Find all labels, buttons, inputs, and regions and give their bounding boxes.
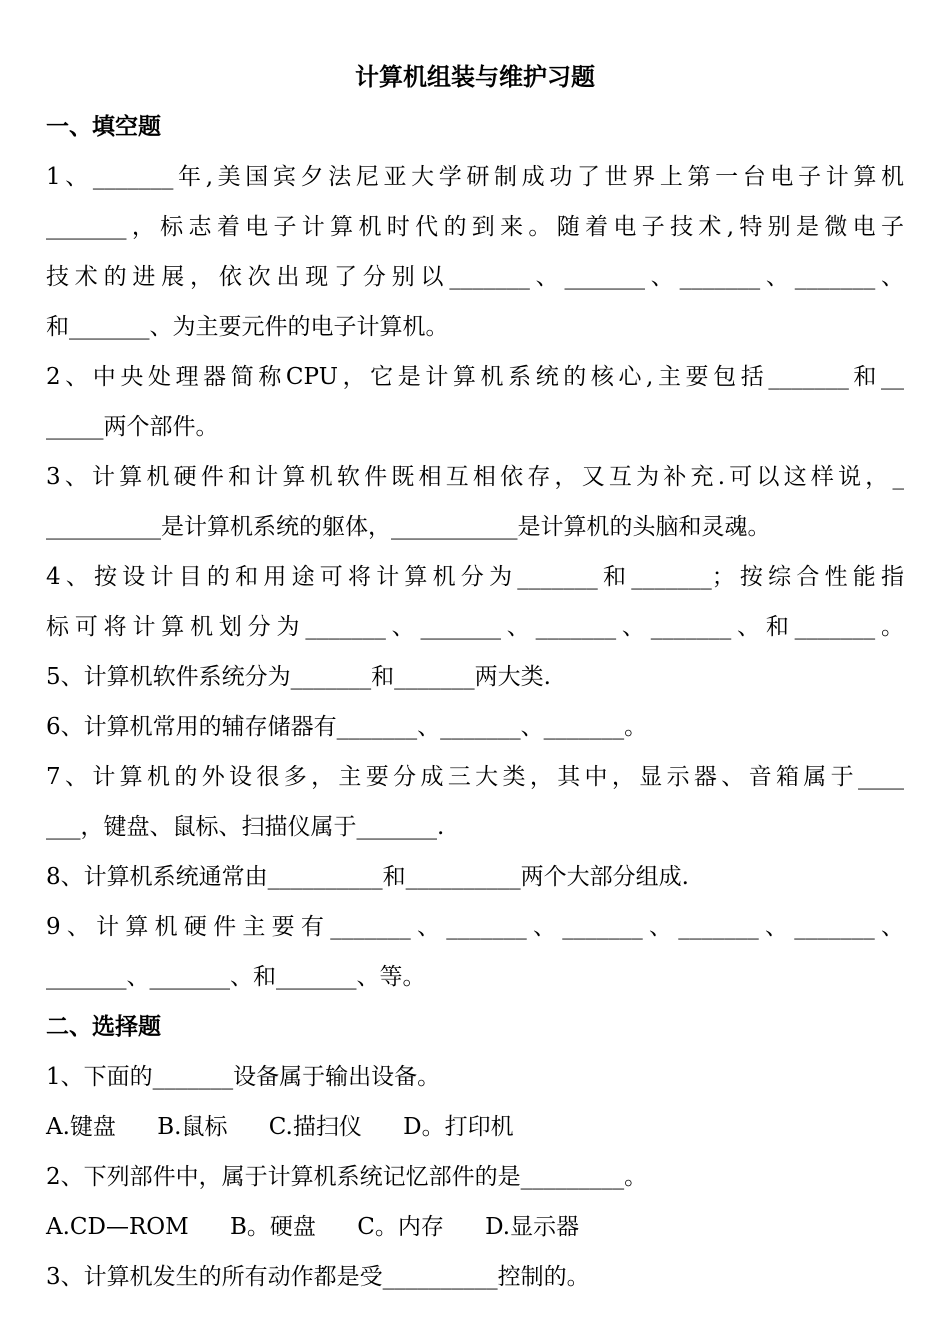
question-line: 8、计算机系统通常由__________和__________两个大部分组成. xyxy=(46,864,689,890)
option-d: D。打印机 xyxy=(403,1114,514,1140)
question-line: 5、计算机软件系统分为_______和_______两大类. xyxy=(46,664,551,690)
question-line: _______，标志着电子计算机时代的到来。随着电子技术,特别是微电子 xyxy=(46,214,904,240)
choice-question-1: 1、下面的_______设备属于输出设备。 xyxy=(46,1064,441,1090)
option-b: B。硬盘 xyxy=(230,1214,316,1240)
question-line: ___，键盘、鼠标、扫描仪属于_______. xyxy=(46,814,445,840)
choice-options-1 xyxy=(46,1102,904,1152)
question-line: _______、_______、和_______、等。 xyxy=(46,964,426,990)
question-line: 和_______、为主要元件的电子计算机。 xyxy=(46,314,449,340)
question-line: 4、按设计目的和用途可将计算机分为_______和_______；按综合性能指 xyxy=(46,564,904,590)
question-line: 技术的进展，依次出现了分别以_______、_______、_______、_______、 xyxy=(46,264,904,290)
option-b: B.鼠标 xyxy=(157,1114,228,1140)
choice-options-2 xyxy=(46,1202,904,1252)
question-line: 3、计算机硬件和计算机软件既相互相依存，又互为补充.可以这样说，_ xyxy=(46,464,904,490)
question-line: 2、中央处理器简称CPU，它是计算机系统的核心,主要包括_______和__ xyxy=(46,364,904,390)
document-title: 计算机组装与维护习题 xyxy=(355,63,595,91)
option-c: C。内存 xyxy=(357,1214,444,1240)
question-line: __________是计算机系统的躯体，___________是计算机的头脑和灵魂。 xyxy=(46,514,771,540)
option-a: A.键盘 xyxy=(46,1114,116,1140)
question-line: 6、计算机常用的辅存储器有_______、_______、_______。 xyxy=(46,714,648,740)
option-c: C.描扫仪 xyxy=(268,1114,362,1140)
choice-question-2: 2、下列部件中，属于计算机系统记忆部件的是_________。 xyxy=(46,1164,648,1190)
question-line: _____两个部件。 xyxy=(46,414,219,440)
option-a: A.CD—ROM xyxy=(46,1214,189,1240)
choice-question-3: 3、计算机发生的所有动作都是受__________控制的。 xyxy=(46,1264,590,1290)
section-heading-choice: 二、选择题 xyxy=(46,1014,161,1040)
section-heading-fill-in: 一、填空题 xyxy=(46,114,161,140)
question-line: 9、计算机硬件主要有_______、_______、_______、_______、_______、 xyxy=(46,914,904,940)
question-line: 标可将计算机划分为_______、_______、_______、_______、和_______。 xyxy=(46,614,904,640)
question-line: 7、计算机的外设很多，主要分成三大类，其中，显示器、音箱属于____ xyxy=(46,764,904,790)
option-d: D.显示器 xyxy=(485,1214,580,1240)
question-line: 1、_______年,美国宾夕法尼亚大学研制成功了世界上第一台电子计算机 xyxy=(46,164,904,190)
